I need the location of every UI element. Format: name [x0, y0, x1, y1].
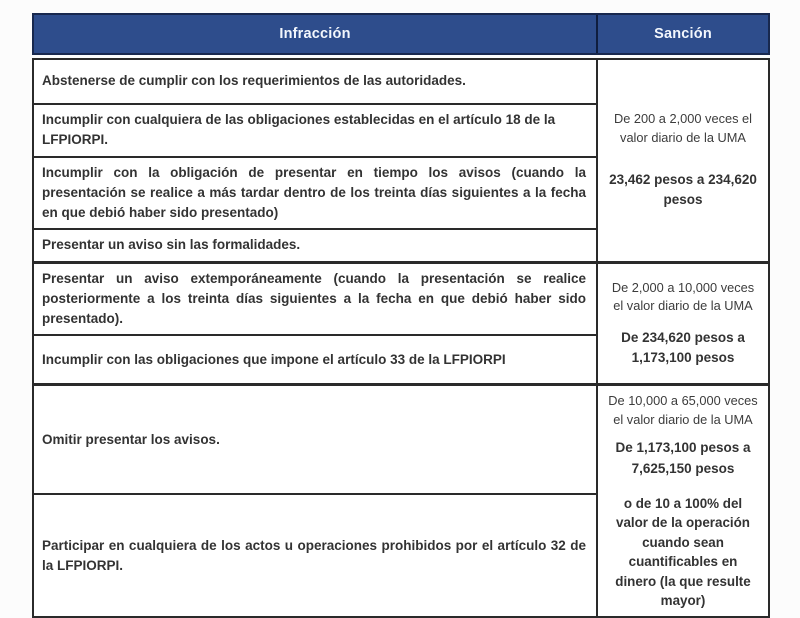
infraction-row-1 [34, 60, 598, 105]
infraction-row-4 [34, 230, 598, 263]
infraction-text: Presentar un aviso sin las formalidades. [42, 237, 301, 253]
table-header-row [32, 13, 770, 55]
infraction-text: Omitir presentar los avisos. [42, 431, 220, 447]
infraction-text: Abstenerse de cumplir con los requerimientos de las autoridades. [42, 73, 466, 89]
infraction-text: Presentar un aviso extemporáneamente (cuando la presentación se realice posteriormente a los treinta días siguientes a la fecha en que debió haber sido presentado). [42, 270, 586, 326]
infraction-row-7 [34, 386, 598, 495]
infraction-row-6 [34, 336, 598, 386]
column-header-sancion: Sanción [654, 26, 712, 42]
infraction-text: Incumplir con la obligación de presentar en tiempo los avisos (cuando la presentación se realice a más tardar dentro de los treinta días siguientes a la fecha en que debió haber sido presentado) [42, 164, 586, 220]
infraction-row-2 [34, 105, 598, 158]
infraction-text: Incumplir con cualquiera de las obligaciones establecidas en el artículo 18 de la LFPIORPI. [42, 112, 556, 148]
sanction-cell-3 [598, 386, 768, 616]
infraction-text: Participar en cualquiera de los actos u operaciones prohibidos por el artículo 32 de la LFPIORPI. [42, 537, 586, 573]
sanction-uma-range: De 10,000 a 65,000 veces el valor diario de la UMA [608, 393, 758, 427]
sanctions-table [32, 13, 770, 618]
sanction-cell-2 [598, 264, 768, 387]
table-body [32, 58, 770, 618]
sanction-peso-range: 23,462 pesos a 234,620 pesos [609, 171, 757, 207]
infraction-row-8 [34, 495, 598, 616]
infraction-row-3 [34, 158, 598, 231]
sanction-uma-range: De 2,000 a 10,000 veces el valor diario de la UMA [611, 279, 755, 314]
sanction-peso-range: De 234,620 pesos a 1,173,100 pesos [621, 329, 745, 365]
sanction-alternative: o de 10 a 100% del valor de la operación cuando sean cuantificables en dinero (la que resulte mayor) [615, 495, 751, 609]
sanction-cell-1 [598, 60, 768, 264]
infraction-text: Incumplir con las obligaciones que impone el artículo 33 de la LFPIORPI [42, 351, 506, 367]
column-header-infraccion: Infracción [34, 15, 598, 53]
sanction-uma-range: De 200 a 2,000 veces el valor diario de la UMA [613, 111, 753, 145]
sanction-peso-range: De 1,173,100 pesos a 7,625,150 pesos [615, 440, 751, 476]
infraction-row-5 [34, 264, 598, 337]
